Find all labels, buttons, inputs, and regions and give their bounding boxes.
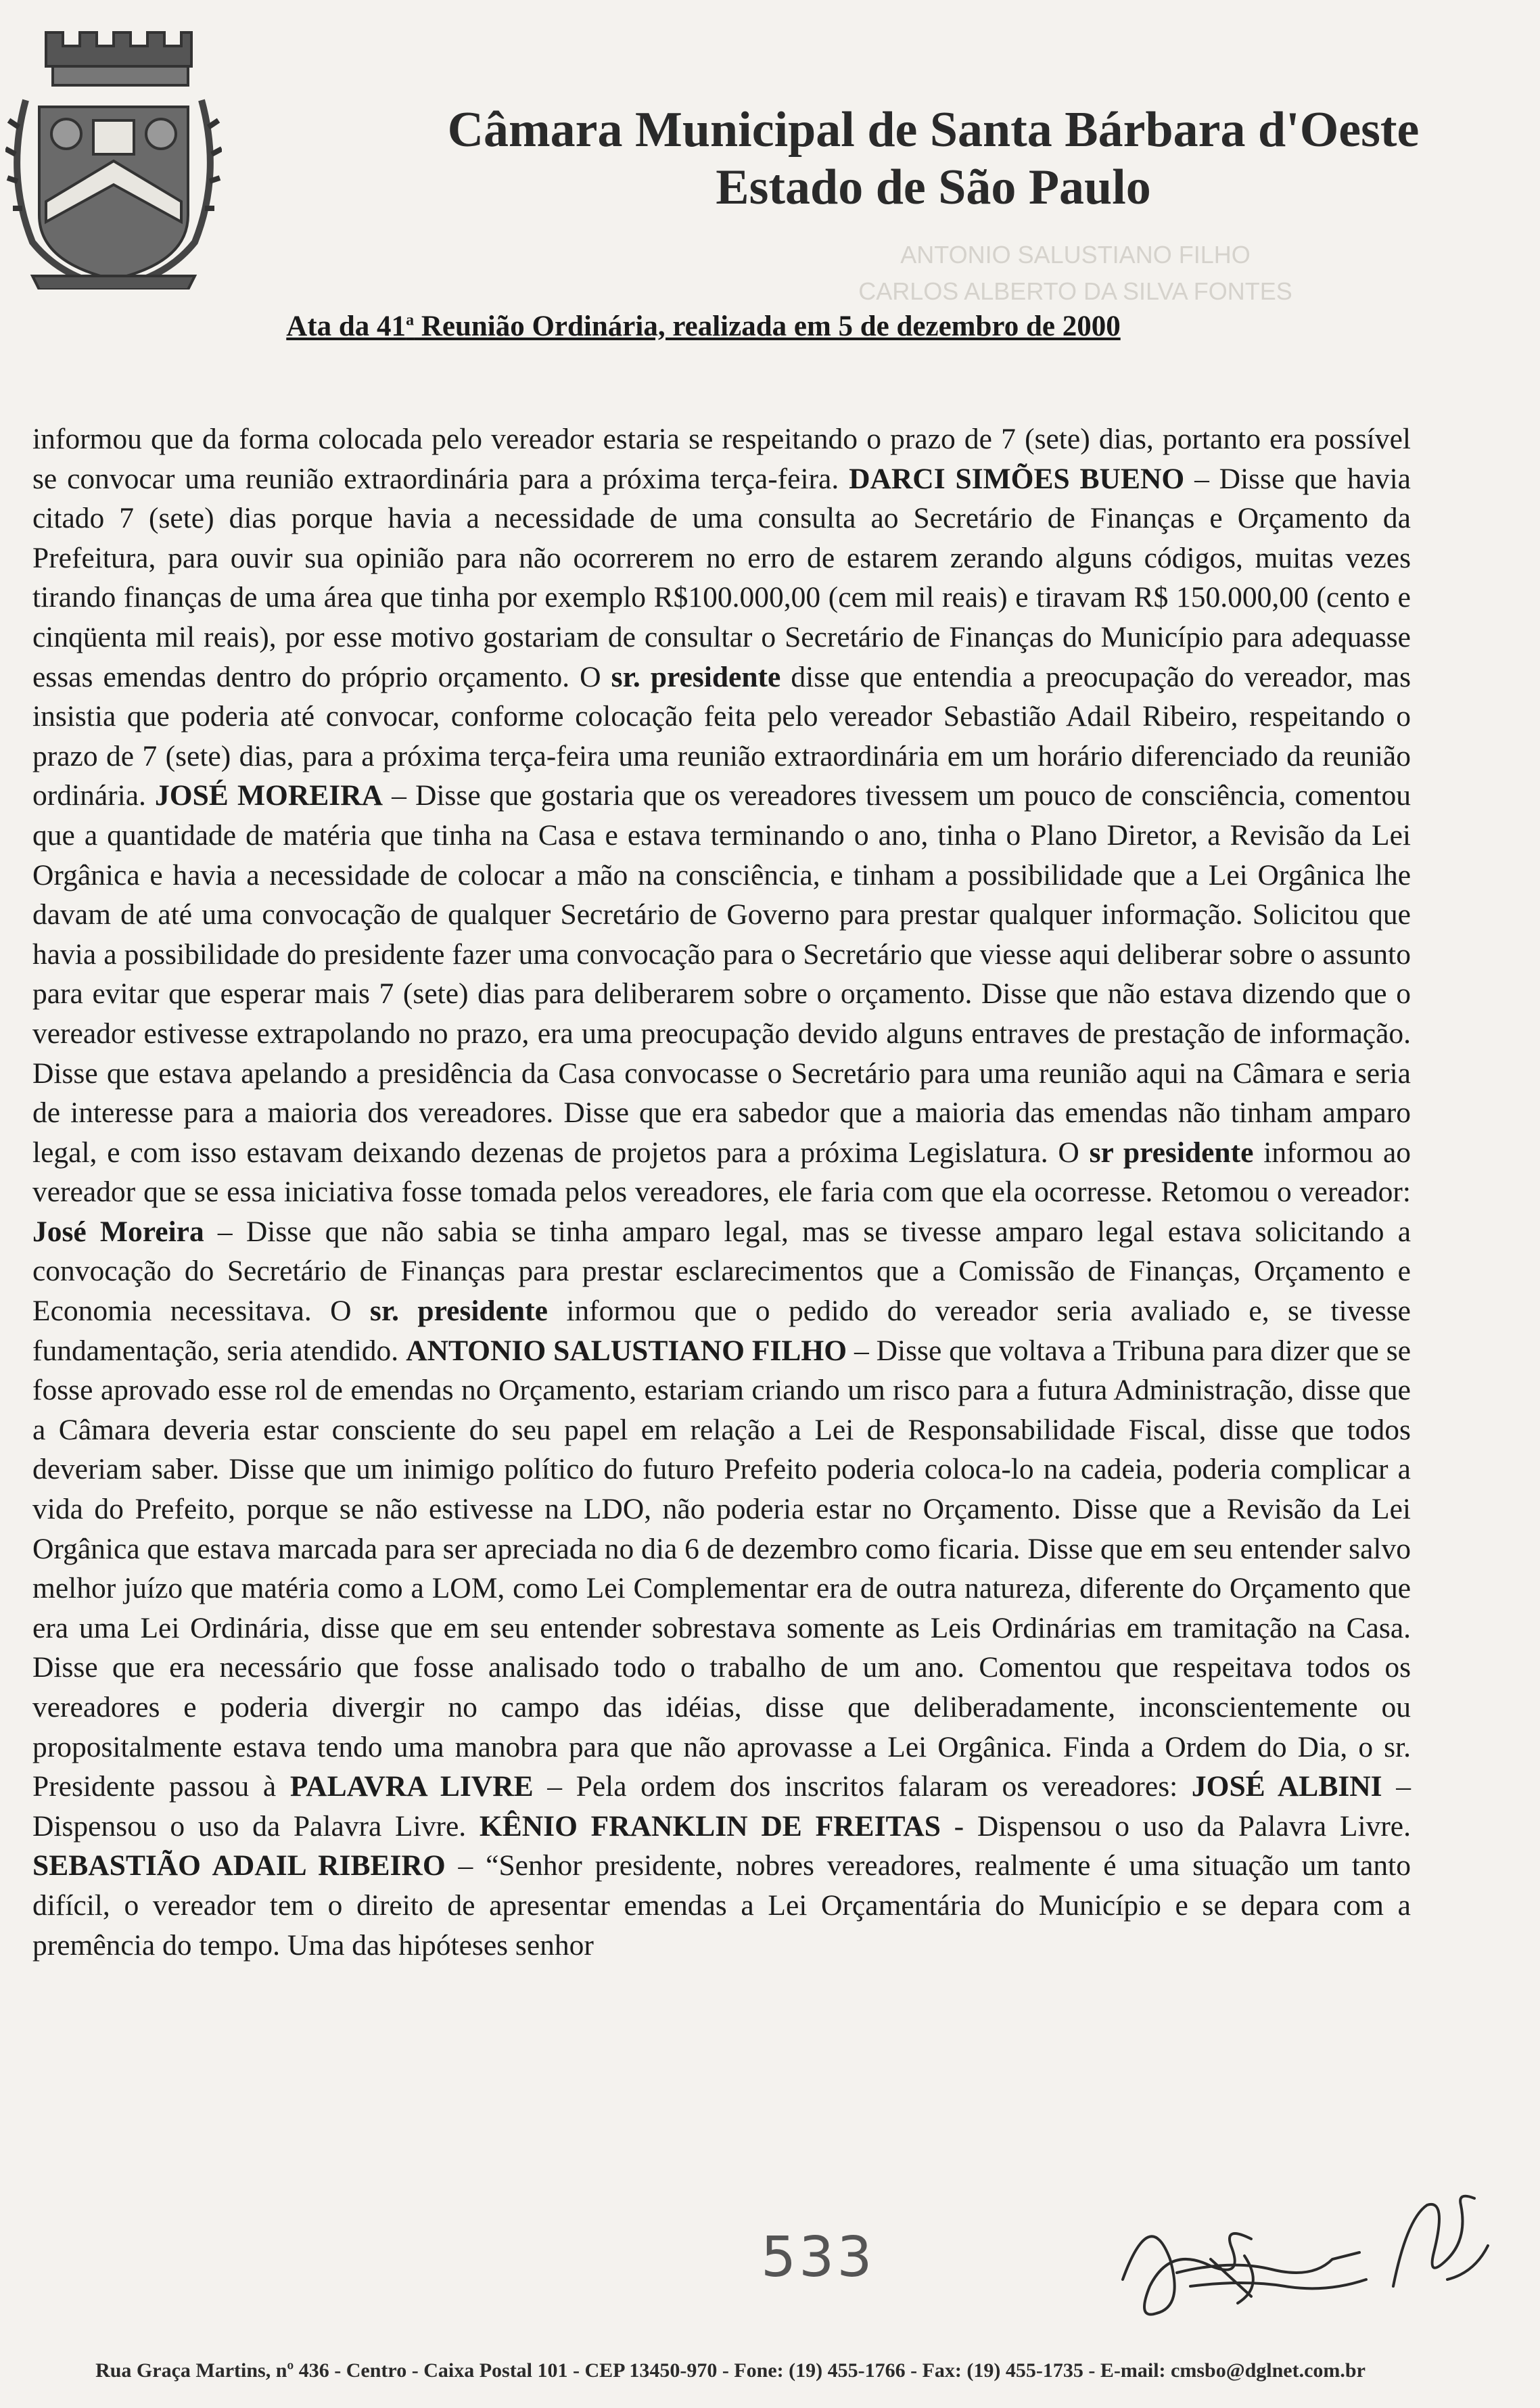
body-text-segment: - Dispensou o uso da Palavra Livre. <box>940 1809 1411 1843</box>
minutes-body <box>32 419 1411 1965</box>
header <box>379 101 1488 216</box>
body-text-segment: – Disse que voltava a Tribuna para dizer que se fosse aprovado esse rol de emendas no Orçamento, estariam criando um risco para a futura Administração, disse que a Câmara deveria estar consciente do seu papel em relação a Lei de Responsabilidade Fiscal, disse que todos deveriam saber. Disse que um inimigo político do futuro Prefeito poderia coloca-lo na cadeia, poderia complicar a vida do Prefeito, porque se não estivesse na LDO, não poderia estar no Orçamento. Disse que a Revisão da Lei Orgânica que estava marcada para ser apreciada no dia 6 de dezembro como ficaria. Disse que em seu entender salvo melhor juízo que matéria como a LOM, como Lei Complementar era de outra natureza, diferente do Orçamento que era uma Lei Ordinária, disse que em seu entender sobrestava somente as Leis Ordinárias em tramitação na Casa. Disse que era necessário que fosse analisado todo o trabalho de um ano. Comentou que respeitava todos os vereadores e poderia divergir no campo das idéias, disse que deliberadamente, inconscientemente ou propositalmente estava tendo uma manobra para que não aprovasse a Lei Orgânica. Finda a Ordem do Dia, o sr. Presidente passou à <box>32 1334 1411 1803</box>
minutes-heading-suffix: Reunião Ordinária, realizada em 5 de dezembro de 2000 <box>414 310 1121 342</box>
section-name: PALAVRA LIVRE <box>289 1770 534 1803</box>
body-text-segment: – “Senhor presidente, nobres vereadores, realmente é uma situação um tanto difícil, o vereador tem o direito de apresentar emendas a Lei Orçamentária do Município e se depara com a premência do tempo. Uma das hipóteses senhor <box>32 1849 1411 1962</box>
coat-of-arms-logo <box>5 19 222 290</box>
speaker-name: ANTONIO SALUSTIANO FILHO <box>406 1334 847 1367</box>
body-text-segment: – Disse que gostaria que os vereadores tivessem um pouco de consciência, comentou que a quantidade de matéria que tinha na Casa e estava terminando o ano, tinha o Plano Diretor, a Revisão da Lei Orgânica e havia a necessidade de colocar a mão na consciência, e tinham a possibilidade que a Lei Orgânica lhe davam de até uma convocação de qualquer Secretário de Governo para prestar qualquer informação. Solicitou que havia a possibilidade do presidente fazer uma convocação para o Secretário que viesse aqui deliberar sobre o assunto para evitar que esperar mais 7 (sete) dias para deliberarem sobre o orçamento. Disse que não estava dizendo que o vereador estivesse extrapolando no prazo, era uma preocupação devido alguns entraves de prestação de informação. Disse que estava apelando a presidência da Casa convocasse o Secretário para uma reunião aqui na Câmara e seria de interesse para a maioria dos vereadores. Disse que era sabedor que a maioria das emendas não tinham amparo legal, e com isso estavam deixando dezenas de projetos para a próxima Legislatura. O <box>32 779 1411 1169</box>
page-number: 533 <box>761 2225 875 2290</box>
body-text-segment: – Pela ordem dos inscritos falaram os vereadores: <box>533 1770 1192 1803</box>
minutes-paragraph <box>32 419 1411 1965</box>
state-subtitle: Estado de São Paulo <box>716 160 1151 216</box>
minutes-heading <box>203 310 1204 343</box>
chamber-title: Câmara Municipal de Santa Bárbara d'Oeste <box>447 102 1420 158</box>
speaker-name: JOSÉ ALBINI <box>1191 1770 1382 1803</box>
body-text-segment: informou que o pedido do vereador seria avaliado e, se tivesse fundamentação, seria atendido. <box>32 1295 1411 1367</box>
body-text-segment: – Disse que não sabia se tinha amparo legal, mas se tivesse amparo legal estava solicitando a convocação do Secretário de Finanças para prestar esclarecimentos que a Comissão de Finanças, Orçamento e Economia necessitava. O <box>32 1215 1411 1328</box>
speaker-name: sr. presidente <box>611 660 781 693</box>
body-text-segment: – Disse que havia citado 7 (sete) dias porque havia a necessidade de uma consulta ao Secretário de Finanças e Orçamento da Prefeitura, para ouvir sua opinião para não ocorrerem no erro de estarem zerando alguns códigos, muitas vezes tirando finanças de uma área que tinha por exemplo R$100.000,00 (cem mil reais) e tiravam R$ 150.000,00 (cento e cinqüenta mil reais), por esse motivo gostariam de consultar o Secretário de Finanças do Município para adequasse essas emendas dentro do próprio orçamento. O <box>32 462 1411 693</box>
speaker-name: sr. presidente <box>369 1295 548 1328</box>
handwritten-signatures <box>1109 2178 1529 2334</box>
ordinal-indicator: a <box>406 311 415 329</box>
stamp-line-1: ANTONIO SALUSTIANO FILHO <box>900 241 1251 269</box>
speaker-name: SEBASTIÃO ADAIL RIBEIRO <box>32 1849 446 1882</box>
speaker-name: sr presidente <box>1089 1136 1254 1169</box>
speaker-name: JOSÉ MOREIRA <box>155 779 383 812</box>
stamp-line-2: CARLOS ALBERTO DA SILVA FONTES <box>858 277 1292 305</box>
minutes-heading-prefix: Ata da 41 <box>286 310 406 342</box>
body-text-segment: informou que da forma colocada pelo vereador estaria se respeitando o prazo de 7 (sete) dias, portanto era possível se convocar uma reunião extraordinária para a próxima terça-feira. <box>32 423 1411 495</box>
body-text-segment: – Dispensou o uso da Palavra Livre. <box>32 1770 1411 1843</box>
speaker-name: KÊNIO FRANKLIN DE FREITAS <box>479 1809 941 1843</box>
faint-stamp-watermark <box>798 237 1353 310</box>
footer-address: Rua Graça Martins, nº 436 - Centro - Caixa Postal 101 - CEP 13450-970 - Fone: (19) 455-1766 - Fax: (19) 455-1735 - E-mail: cmsbo@dglnet.com.br <box>95 2359 1366 2382</box>
speaker-name: DARCI SIMÕES BUENO <box>849 462 1185 495</box>
body-text-segment: disse que entendia a preocupação do vereador, mas insistia que poderia até convocar, conforme colocação feita pelo vereador Sebastião Adail Ribeiro, respeitando o prazo de 7 (sete) dias, para a próxima terça-feira uma reunião extraordinária em um horário diferenciado da reunião ordinária. <box>32 660 1411 812</box>
body-text-segment: informou ao vereador que se essa iniciativa fosse tomada pelos vereadores, ele faria com que ela ocorresse. Retomou o vereador: <box>32 1136 1411 1209</box>
speaker-name: José Moreira <box>32 1215 204 1248</box>
